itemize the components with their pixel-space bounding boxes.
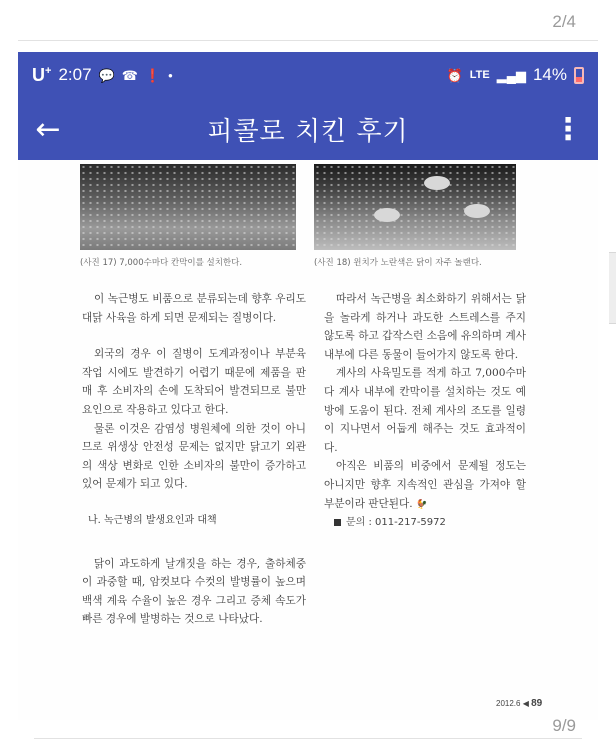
photo-chicken-house-partition — [80, 164, 296, 250]
article-column-left — [82, 290, 306, 629]
talk-icon: 💬 — [98, 67, 115, 83]
battery-icon — [574, 67, 584, 84]
page-counter-bottom: 9/9 — [552, 716, 576, 735]
bottom-divider — [34, 738, 582, 739]
alarm-icon: ⏰ — [446, 67, 463, 83]
photo-caption-right: (사진 18) 윈치가 노란색은 닭이 자주 놀랜다. — [314, 258, 482, 268]
paragraph: 닭이 과도하게 날개짓을 하는 경우, 출하체중이 과중할 때, 암컷보다 수컷의 발병률이 높으며 백색 계육 수율이 높은 경우 그리고 증체 속도가 빠른 경우에 발병하는 것으로 나타났다. — [82, 557, 306, 626]
status-left — [32, 65, 173, 86]
alert-icon: ❗ — [144, 67, 162, 83]
paragraph: 이 녹근병도 비품으로 분류되는데 향후 우리도 대닭 사육을 하게 되면 문제되는 질병이다. — [82, 293, 306, 324]
more-menu-icon[interactable]: ⋮ — [553, 111, 583, 147]
paragraph: 물론 이것은 감염성 병원체에 의한 것이 아니므로 위생상 안전성 문제는 없지만 닭고기 외관의 색상 변화로 인한 소비자의 불만이 증가하고 있어 문제가 되고 있다. — [82, 422, 306, 491]
bullet-square-icon — [334, 519, 341, 526]
photo-chicken-feeders — [314, 164, 516, 250]
paragraph: 따라서 녹근병을 최소화하기 위해서는 닭을 놀라게 하거나 과도한 스트레스를 주지 않도록 하고 갑작스런 소음에 유의하며 계사내부에 다른 동물이 들어가지 않도록 한다. — [324, 293, 526, 361]
phone-header — [18, 52, 598, 160]
dot-icon: • — [168, 67, 173, 83]
paragraph: 외국의 경우 이 질병이 도계과정이나 부분육 작업 시에도 발견하기 어렵기 때문에 제품을 판매 후 소비자의 손에 도착되어 발견되므로 불만요인으로 작용하고 있다고 한다. — [82, 348, 306, 416]
document-page — [18, 160, 598, 720]
call-forward-icon: ☎ — [121, 67, 138, 83]
carrier-label: U+ — [32, 64, 52, 85]
network-label: LTE — [469, 69, 490, 81]
back-arrow-icon[interactable]: ← — [35, 111, 61, 147]
status-right — [447, 65, 584, 85]
paragraph: 아직은 비품의 비중에서 문제될 정도는 아니지만 향후 지속적인 관심을 가져야 할 부분이라 판단된다. 🐓 — [324, 460, 526, 510]
page-folio: 2012.6 ◀ 89 — [496, 698, 543, 709]
page-title: 피콜로 치킨 후기 — [207, 116, 409, 147]
photo-caption-left: (사진 17) 7,000수마다 칸막이를 설치한다. — [80, 258, 243, 268]
battery-percent: 14% — [532, 65, 567, 84]
article-column-right — [324, 290, 526, 533]
paragraph: 계사의 사육밀도를 적게 하고 7,000수마다 계사 내부에 칸막이를 설치하는 것도 예방에 도움이 된다. 전체 계사의 조도를 일령이 지나면서 어둡게 해주는 것도 효과적이다. — [324, 367, 526, 454]
top-divider — [18, 40, 598, 41]
page-counter-top: 2/4 — [552, 12, 576, 31]
side-scroll-tab[interactable] — [609, 252, 616, 324]
section-heading: 나. 녹근병의 발생요인과 대책 — [88, 514, 217, 526]
signal-icon: ▂▄▆ — [496, 67, 526, 83]
status-time: 2:07 — [58, 65, 92, 84]
status-bar — [18, 52, 598, 98]
end-mark-icon: 🐓 — [415, 499, 428, 510]
app-bar — [18, 98, 598, 160]
contact-line: 문의 : 011-217-5972 — [324, 514, 526, 533]
